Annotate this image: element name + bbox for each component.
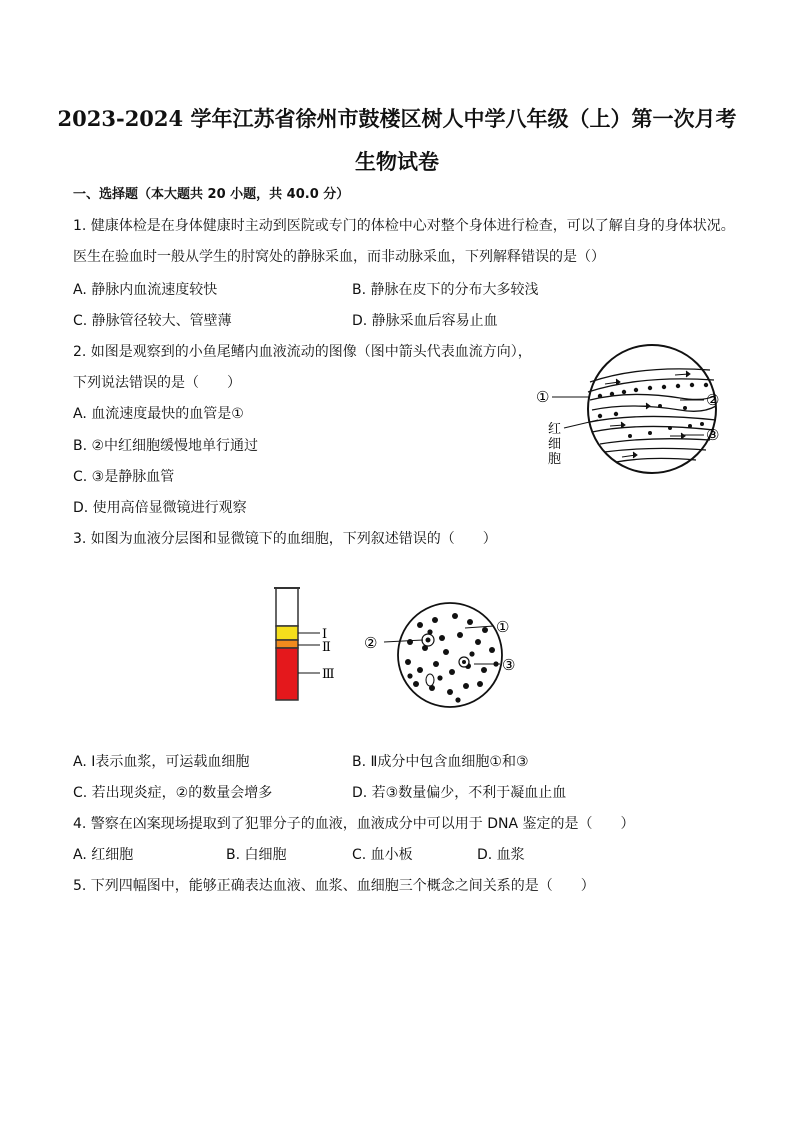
microscope-field-circle	[588, 345, 716, 473]
buffy-coat-layer	[276, 640, 298, 648]
q1-option-c: C. 静脉管径较大、管壁薄	[73, 313, 232, 329]
q3-option-b: B. Ⅱ成分中包含血细胞①和③	[352, 754, 529, 770]
red-cell-layer	[276, 648, 298, 700]
q2-option-d: D. 使用高倍显微镜进行观察	[73, 500, 247, 516]
exam-title-line2: 生物试卷	[355, 149, 439, 174]
q2-option-c: C. ③是静脉血管	[73, 469, 175, 485]
cell-label-3: ③	[502, 656, 516, 674]
q2-option-b: B. ②中红细胞缓慢地单行通过	[73, 438, 259, 454]
plasma-layer	[276, 626, 298, 640]
white-blood-cell-extra-nucleus	[462, 660, 466, 664]
q3-option-d: D. 若③数量偏少，不利于凝血止血	[352, 785, 567, 801]
section-heading: 一、选择题（本大题共 20 小题，共 40.0 分）	[73, 187, 350, 202]
fish-tail-bloodflow-figure	[530, 340, 730, 480]
q5-stem: 5. 下列四幅图中，能够正确表达血液、血浆、血细胞三个概念之间关系的是（ ）	[73, 878, 595, 894]
q2-stem-line1: 2. 如图是观察到的小鱼尾鳍内血液流动的图像（图中箭头代表血流方向），	[73, 344, 532, 360]
cell-label-1: ①	[496, 618, 510, 636]
q1-option-b: B. 静脉在皮下的分布大多较浅	[352, 282, 539, 298]
q4-option-d: D. 血浆	[477, 847, 525, 863]
fig2-cell-label-char-2: 细	[548, 437, 562, 452]
q4-option-a: A. 红细胞	[73, 847, 134, 863]
q4-option-b: B. 白细胞	[226, 847, 287, 863]
cell-label-2: ②	[364, 634, 378, 652]
q3-option-a: A. Ⅰ表示血浆，可运载血细胞	[73, 754, 250, 770]
blood-layer-and-cells-figure	[260, 580, 530, 720]
fig2-cell-label-char-1: 红	[548, 422, 562, 437]
q2-option-a: A. 血流速度最快的血管是①	[73, 406, 244, 422]
layer-label-1: Ⅰ	[322, 627, 328, 642]
fig2-label-3: ③	[706, 426, 720, 444]
q2-stem-line2: 下列说法错误的是（ ）	[73, 375, 241, 391]
cell-3	[426, 674, 434, 686]
q1-option-d: D. 静脉采血后容易止血	[352, 313, 498, 329]
q4-option-c: C. 血小板	[352, 847, 413, 863]
q1-stem-line1: 1. 健康体检是在身体健康时主动到医院或专门的体检中心对整个身体进行检查，可以了解自身的身体状况。	[73, 218, 735, 234]
tube-glass-top	[276, 588, 298, 626]
q3-stem: 3. 如图为血液分层图和显微镜下的血细胞，下列叙述错误的（ ）	[73, 531, 497, 547]
white-blood-cell-2-nucleus	[426, 638, 431, 643]
fig2-label-2: ②	[706, 391, 720, 409]
layer-label-2: Ⅱ	[322, 640, 331, 655]
layer-label-3: Ⅲ	[322, 667, 335, 682]
q1-option-a: A. 静脉内血流速度较快	[73, 282, 218, 298]
q1-stem-line2: 医生在验血时一般从学生的肘窝处的静脉采血，而非动脉采血，下列解释错误的是（）	[73, 249, 605, 265]
fig2-label-1: ①	[536, 388, 550, 406]
fig2-cell-label-char-3: 胞	[548, 452, 562, 467]
exam-title-line1: 2023-2024 学年江苏省徐州市鼓楼区树人中学八年级（上）第一次月考	[57, 106, 737, 131]
q4-stem: 4. 警察在凶案现场提取到了犯罪分子的血液，血液成分中可以用于 DNA 鉴定的是（ ）	[73, 816, 635, 832]
q3-option-c: C. 若出现炎症，②的数量会增多	[73, 785, 273, 801]
